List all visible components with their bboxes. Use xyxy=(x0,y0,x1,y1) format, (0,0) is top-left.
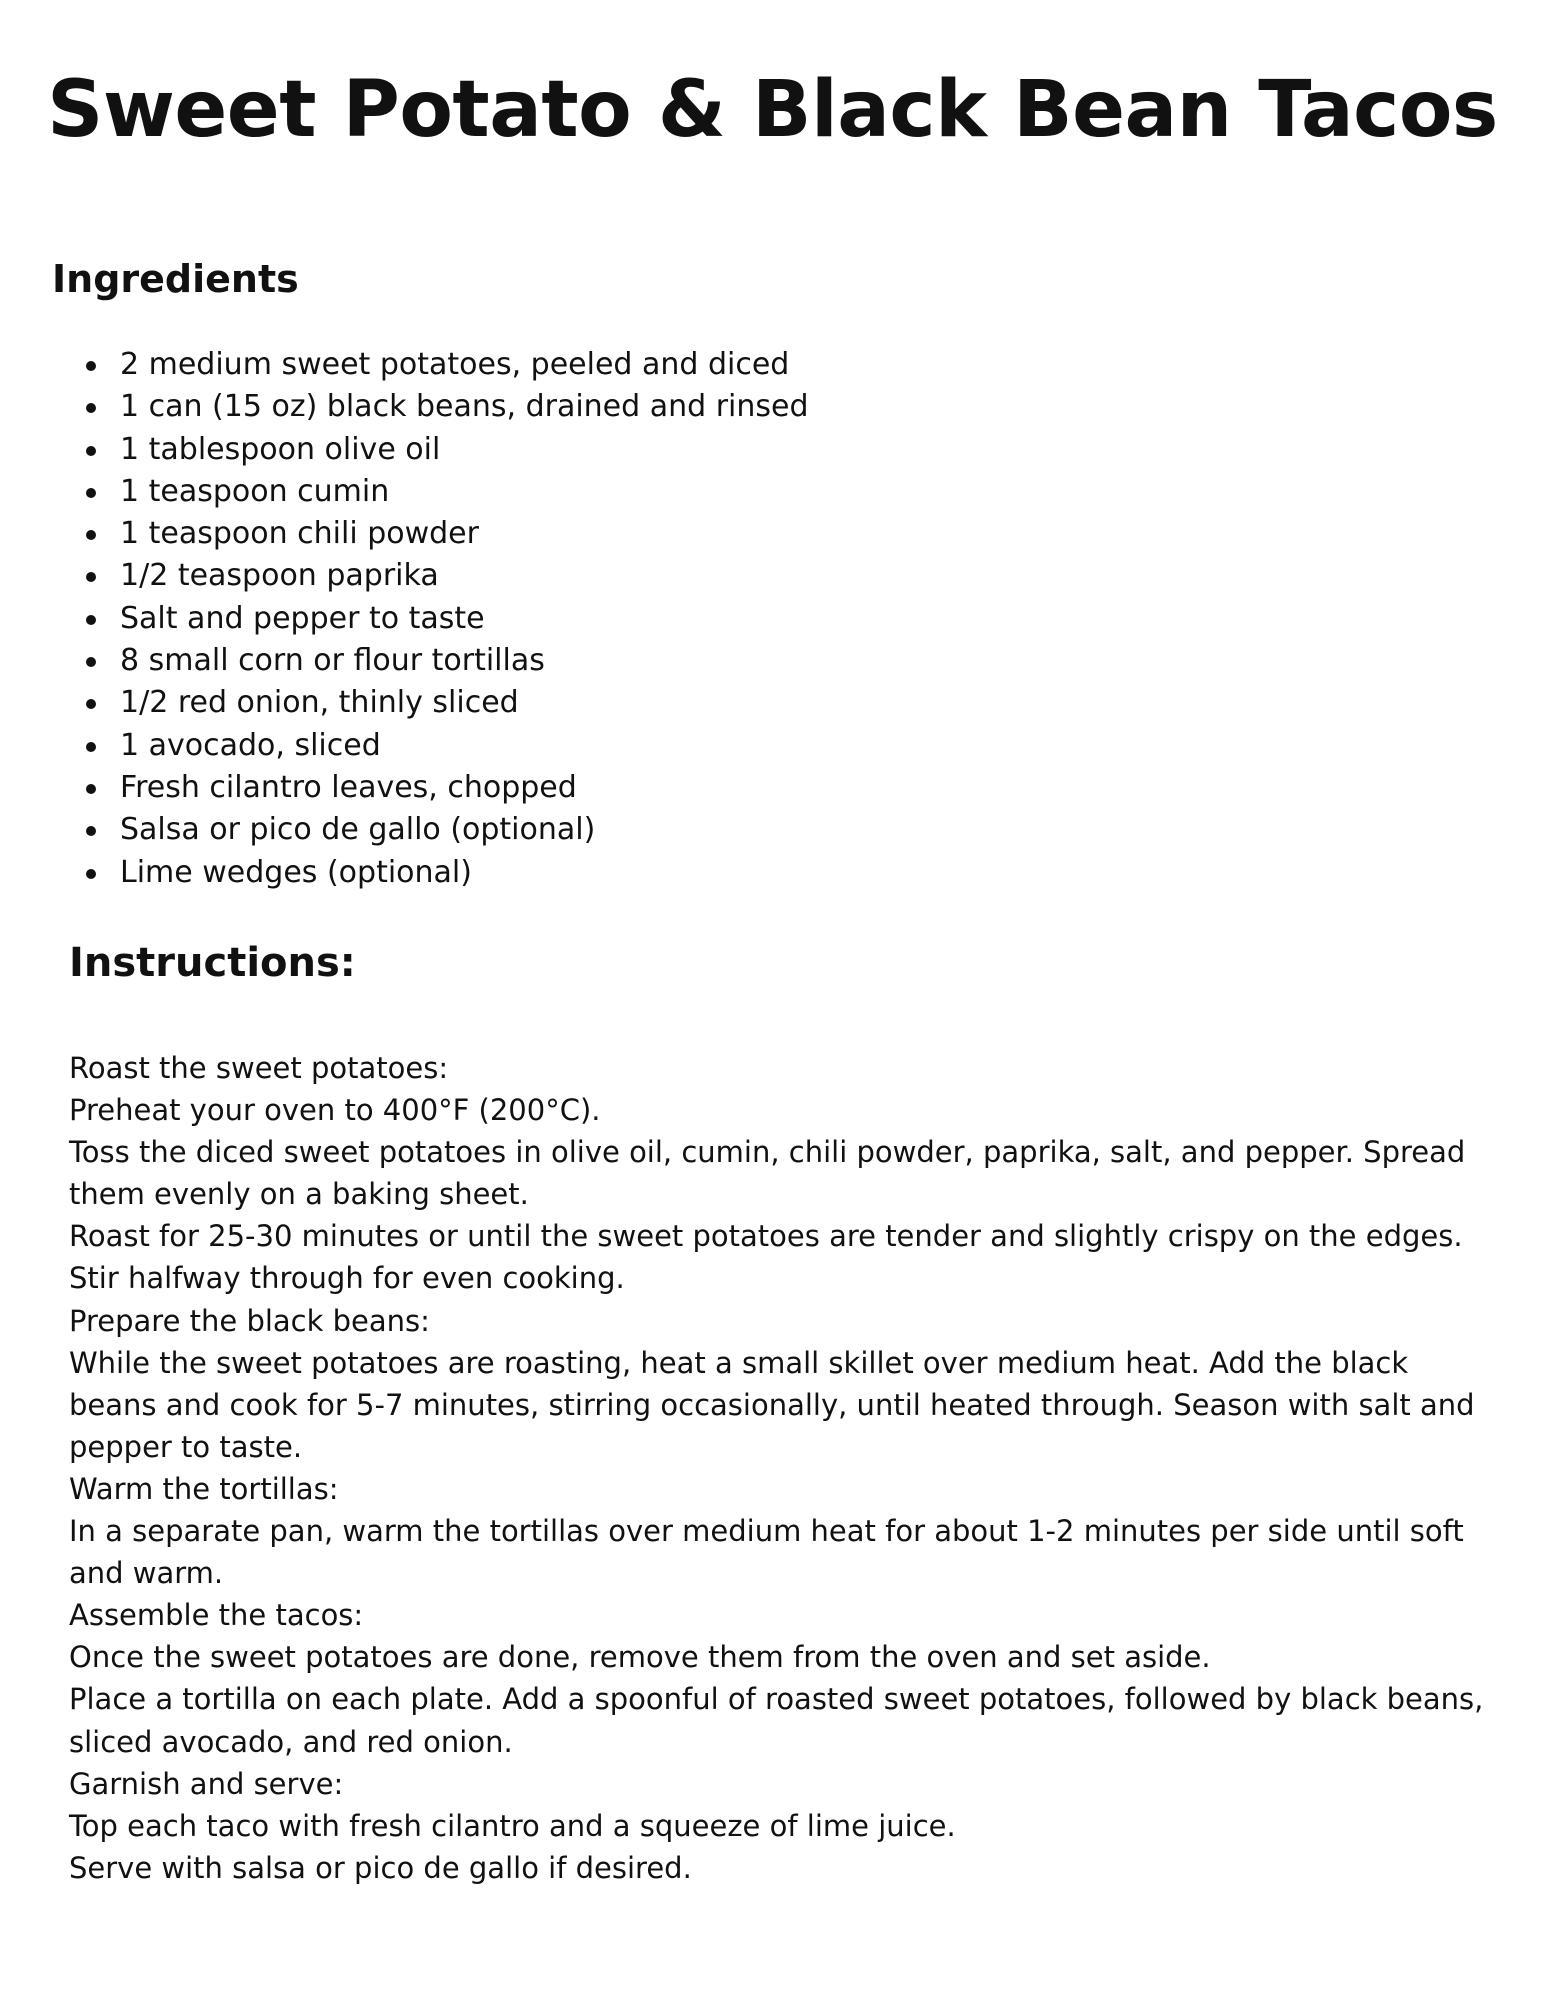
ingredient-item xyxy=(0,852,809,894)
bullet-icon xyxy=(86,403,96,413)
instructions-body xyxy=(69,1047,1489,1889)
ingredient-item xyxy=(0,344,809,386)
instruction-step-heading: Roast the sweet potatoes: xyxy=(69,1051,449,1085)
ingredient-text: 1/2 red onion, thinly sliced xyxy=(120,685,519,721)
ingredient-item xyxy=(0,555,809,597)
ingredient-text: 8 small corn or flour tortillas xyxy=(120,643,545,679)
bullet-icon xyxy=(86,657,96,667)
instruction-line: Serve with salsa or pico de gallo if desired. xyxy=(69,1850,692,1885)
instruction-step-heading: Prepare the black beans: xyxy=(69,1303,430,1338)
bullet-icon xyxy=(86,572,96,582)
ingredient-text: 1 teaspoon chili powder xyxy=(120,516,479,552)
ingredient-item xyxy=(0,429,809,471)
ingredient-text: Salt and pepper to taste xyxy=(120,600,485,636)
instruction-line: Preheat your oven to 400°F (200°C). xyxy=(69,1093,601,1128)
bullet-icon xyxy=(86,742,96,752)
bullet-icon xyxy=(86,826,96,836)
instruction-line: In a separate pan, warm the tortillas over medium heat for about 1-2 minutes per side until soft and warm. xyxy=(69,1514,1464,1591)
instruction-line: Roast for 25-30 minutes or until the sweet potatoes are tender and slightly crispy on the edges. Stir halfway through for even cooking. xyxy=(69,1219,1463,1296)
instruction-step-heading: Warm the tortillas: xyxy=(69,1471,339,1506)
ingredient-item xyxy=(0,598,809,640)
bullet-icon xyxy=(86,869,96,879)
ingredients-list xyxy=(0,344,809,894)
instruction-line: Toss the diced sweet potatoes in olive oil, cumin, chili powder, paprika, salt, and pepper. Spread them evenly on a baking sheet. xyxy=(69,1135,1466,1212)
bullet-icon xyxy=(86,446,96,456)
instruction-line: Place a tortilla on each plate. Add a spoonful of roasted sweet potatoes, followed by black beans, sliced avocado, and red onion. xyxy=(69,1682,1484,1759)
bullet-icon xyxy=(86,530,96,540)
ingredients-heading: Ingredients xyxy=(52,257,299,301)
bullet-icon xyxy=(86,488,96,498)
ingredient-item xyxy=(0,682,809,724)
ingredient-item xyxy=(0,513,809,555)
ingredient-text: 2 medium sweet potatoes, peeled and diced xyxy=(120,347,790,382)
recipe-title: Sweet Potato & Black Bean Tacos xyxy=(47,65,1498,155)
ingredient-item xyxy=(0,471,809,513)
ingredient-item xyxy=(0,725,809,767)
instructions-heading: Instructions: xyxy=(69,940,356,986)
bullet-icon xyxy=(86,784,96,794)
instruction-line: While the sweet potatoes are roasting, heat a small skillet over medium heat. Add the black beans and cook for 5-7 minutes, stirring occasionally, until heated through. Season with salt and pepper to taste. xyxy=(69,1345,1475,1464)
bullet-icon xyxy=(86,699,96,709)
ingredient-text: Salsa or pico de gallo (optional) xyxy=(120,812,596,848)
bullet-icon xyxy=(86,361,96,371)
ingredient-item xyxy=(0,809,809,851)
ingredient-text: 1 avocado, sliced xyxy=(120,727,381,763)
instruction-line: Once the sweet potatoes are done, remove them from the oven and set aside. xyxy=(69,1640,1211,1675)
ingredient-text: 1 can (15 oz) black beans, drained and rinsed xyxy=(120,389,809,425)
ingredient-item xyxy=(0,767,809,809)
ingredient-text: 1 teaspoon cumin xyxy=(120,473,390,509)
ingredient-text: 1/2 teaspoon paprika xyxy=(120,558,439,594)
bullet-icon xyxy=(86,615,96,625)
instruction-step-heading: Garnish and serve: xyxy=(69,1766,344,1801)
ingredient-text: Fresh cilantro leaves, chopped xyxy=(120,769,577,805)
instruction-line: Top each taco with fresh cilantro and a squeeze of lime juice. xyxy=(69,1808,956,1843)
ingredient-item xyxy=(0,640,809,682)
ingredient-item xyxy=(0,386,809,428)
instruction-step-heading: Assemble the tacos: xyxy=(69,1598,364,1633)
ingredient-text: 1 tablespoon olive oil xyxy=(120,431,441,467)
ingredient-text: Lime wedges (optional) xyxy=(120,854,472,890)
